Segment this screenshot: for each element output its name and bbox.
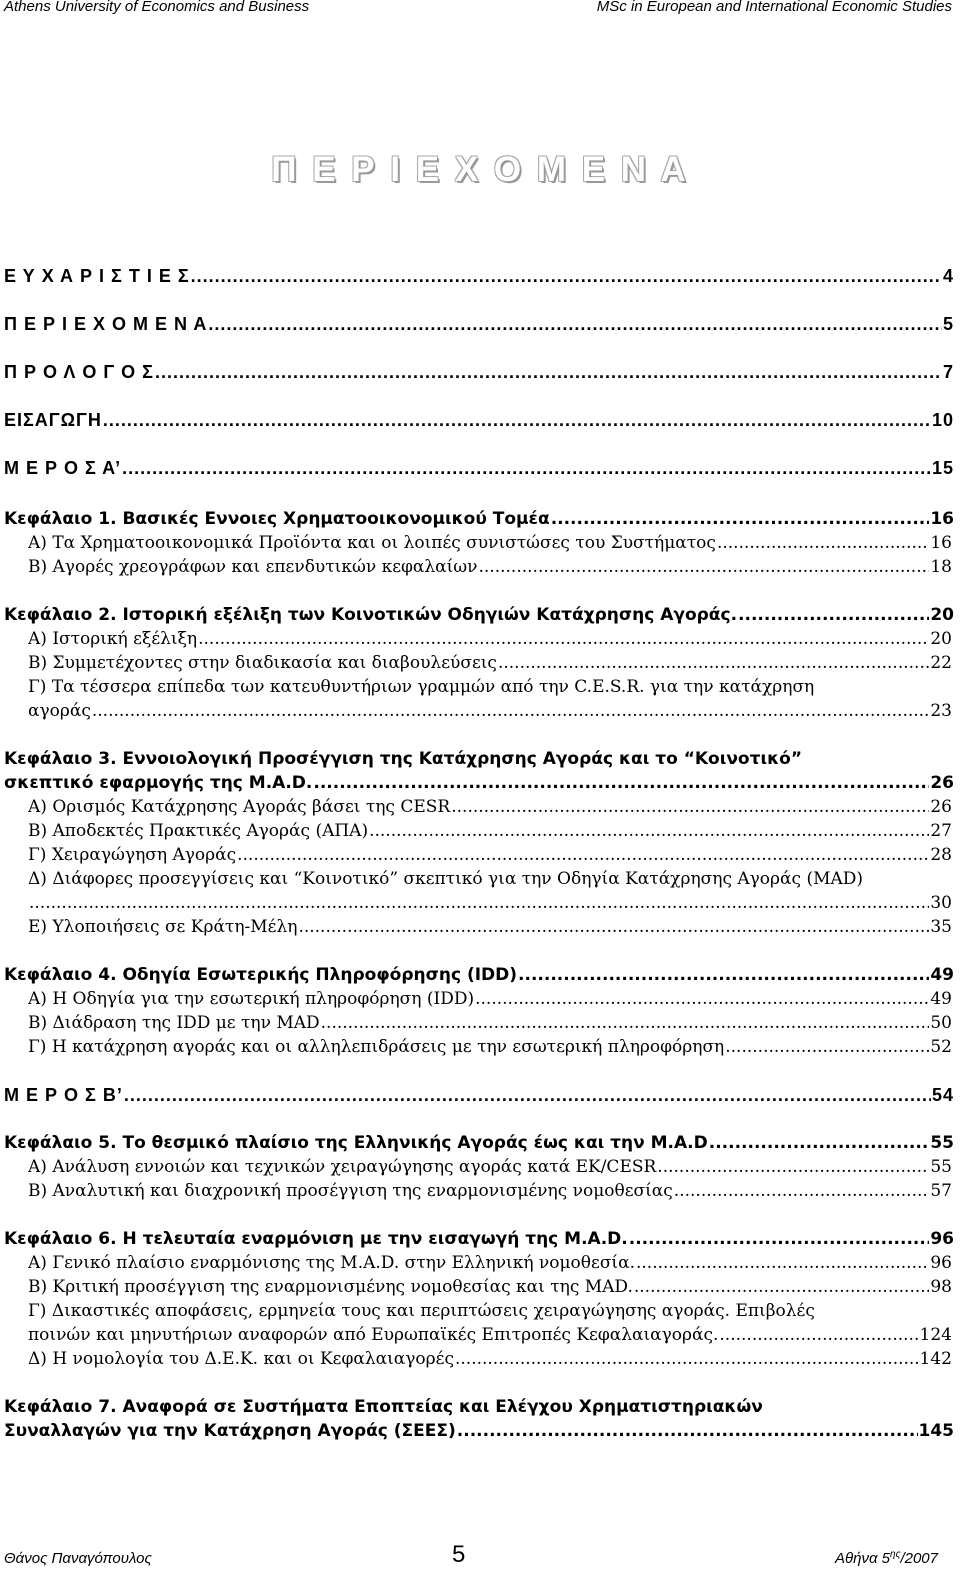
header-university: Athens University of Economics and Business — [4, 0, 310, 15]
page-header — [0, 0, 960, 22]
footer-page-number: 5 — [452, 1541, 466, 1568]
toc-chapter-5-b[interactable]: Β) Αναλυτική και διαχρονική προσέγγιση της εναρμονισμένης νομοθεσίας ..... 57 — [28, 1180, 952, 1202]
toc-entry-introduction[interactable]: ΕΙΣΑΓΩΓΗ ..... 10 — [4, 409, 954, 431]
toc-entry-part-b[interactable]: Μ Ε Ρ Ο Σ Β’ ..... 54 — [4, 1084, 954, 1106]
toc-entry-prologue[interactable]: Π Ρ Ο Λ Ο Γ Ο Σ ..... 7 — [4, 361, 954, 383]
toc-chapter-6-c-line1[interactable]: Γ) Δικαστικές αποφάσεις, ερμηνεία τους και περιπτώσεις χειραγώγησης αγοράς. Επιβολές — [28, 1301, 815, 1321]
toc-chapter-7-line1[interactable]: Κεφάλαιο 7. Αναφορά σε Συστήματα Εποπτείας και Ελέγχου Χρηματιστηριακών — [4, 1397, 763, 1417]
toc-chapter-1-a[interactable]: Α) Τα Χρηματοοικονομικά Προϊόντα και οι λοιπές συνιστώσες του Συστήματος ..... 16 — [28, 532, 952, 554]
toc-entry-part-a[interactable]: Μ Ε Ρ Ο Σ Α’ ..... 15 — [4, 457, 954, 479]
toc-chapter-2-a[interactable]: Α) Ιστορική εξέλιξη ..... 20 — [28, 628, 952, 650]
toc-chapter-3-c[interactable]: Γ) Χειραγώγηση Αγοράς ..... 28 — [28, 844, 952, 866]
toc-chapter-5-a[interactable]: Α) Ανάλυση εννοιών και τεχνικών χειραγώγησης αγοράς κατά ΕΚ/CESR ..... 55 — [28, 1156, 952, 1178]
toc-chapter-2[interactable]: Κεφάλαιο 2. Ιστορική εξέλιξη των Κοινοτικών Οδηγιών Κατάχρησης Αγοράς. ..... 20 — [4, 604, 954, 626]
header-program: MSc in European and International Economic Studies — [596, 0, 952, 15]
page-footer — [0, 1531, 960, 1571]
toc-chapter-4[interactable]: Κεφάλαιο 4. Οδηγία Εσωτερικής Πληροφόρησης (IDD) ..... 49 — [4, 964, 954, 986]
toc-chapter-3-a[interactable]: Α) Ορισμός Κατάχρησης Αγοράς βάσει της CESR ..... 26 — [28, 796, 952, 818]
page-title: Π Ε Ρ Ι Ε Χ Ο Μ Ε Ν Α — [271, 150, 689, 189]
toc-chapter-3-e[interactable]: Ε) Υλοποιήσεις σε Κράτη-Μέλη ..... 35 — [28, 916, 952, 938]
toc-entry-acknowledgements[interactable]: Ε Υ Χ Α Ρ Ι Σ Τ Ι Ε Σ ..... 4 — [4, 265, 954, 287]
toc-chapter-2-c-line1[interactable]: Γ) Τα τέσσερα επίπεδα των κατευθυντήριων γραμμών από την C.E.S.R. για την κατάχρηση — [28, 677, 815, 697]
toc-chapter-5[interactable]: Κεφάλαιο 5. Το θεσμικό πλαίσιο της Ελληνικής Αγοράς έως και την Μ.Α.D ..... 55 — [4, 1132, 954, 1154]
toc-chapter-6-c[interactable]: ποινών και μηνυτήριων αναφορών από Ευρωπαϊκές Επιτροπές Κεφαλαιαγοράς. ..... 124 — [28, 1324, 952, 1346]
footer-author: Θάνος Παναγόπουλος — [4, 1550, 152, 1567]
toc-chapter-4-c[interactable]: Γ) Η κατάχρηση αγοράς και οι αλληλεπιδράσεις με την εσωτερική πληροφόρηση ..... 52 — [28, 1036, 952, 1058]
toc-chapter-6[interactable]: Κεφάλαιο 6. Η τελευταία εναρμόνιση με την εισαγωγή της Μ.Α.D. ..... 96 — [4, 1228, 954, 1250]
toc-chapter-6-a[interactable]: Α) Γενικό πλαίσιο εναρμόνισης της Μ.Α.D. στην Ελληνική νομοθεσία. ..... 96 — [28, 1252, 952, 1274]
toc-chapter-2-b[interactable]: Β) Συμμετέχοντες στην διαδικασία και διαβουλεύσεις ..... 22 — [28, 652, 952, 674]
toc-chapter-3-line1[interactable]: Κεφάλαιο 3. Εννοιολογική Προσέγγιση της Κατάχρησης Αγοράς και το “Κοινοτικό” — [4, 749, 803, 769]
toc-chapter-1[interactable]: Κεφάλαιο 1. Βασικές Εννοιες Χρηματοοικονομικού Τομέα ..... 16 — [4, 508, 954, 530]
toc-chapter-3-b[interactable]: Β) Αποδεκτές Πρακτικές Αγοράς (ΑΠΑ) ..... 27 — [28, 820, 952, 842]
toc-chapter-1-b[interactable]: Β) Αγορές χρεογράφων και επενδυτικών κεφαλαίων ..... 18 — [28, 556, 952, 578]
toc-chapter-3-d[interactable]: ..... 30 — [28, 892, 952, 914]
toc-chapter-2-c[interactable]: αγοράς ..... 23 — [28, 700, 952, 722]
toc-chapter-6-b[interactable]: Β) Κριτική προσέγγιση της εναρμονισμένης νομοθεσίας και της MAD. ..... 98 — [28, 1276, 952, 1298]
toc-chapter-4-b[interactable]: Β) Διάδραση της IDD με την MAD ..... 50 — [28, 1012, 952, 1034]
footer-place-date: Αθήνα $5^{\eta\varsigma}/2007$ — [834, 1549, 938, 1567]
toc-chapter-7[interactable]: Συναλλαγών για την Κατάχρηση Αγοράς (ΣΕΕΣ) ..... 145 — [4, 1420, 954, 1442]
toc-chapter-4-a[interactable]: Α) Η Οδηγία για την εσωτερική πληροφόρηση (IDD) ..... 49 — [28, 988, 952, 1010]
toc-entry-contents[interactable]: Π Ε Ρ Ι Ε Χ Ο Μ Ε Ν Α ..... 5 — [4, 313, 954, 335]
toc-chapter-3[interactable]: σκεπτικό εφαρμογής της Μ.Α.D. ..... 26 — [4, 772, 954, 794]
toc-chapter-6-d[interactable]: Δ) Η νομολογία του Δ.Ε.Κ. και οι Κεφαλαιαγορές ..... 142 — [28, 1348, 952, 1370]
toc-chapter-3-d-line1[interactable]: Δ) Διάφορες προσεγγίσεις και “Κοινοτικό” σκεπτικό για την Οδηγία Κατάχρησης Αγοράς (MAD) — [28, 869, 864, 889]
